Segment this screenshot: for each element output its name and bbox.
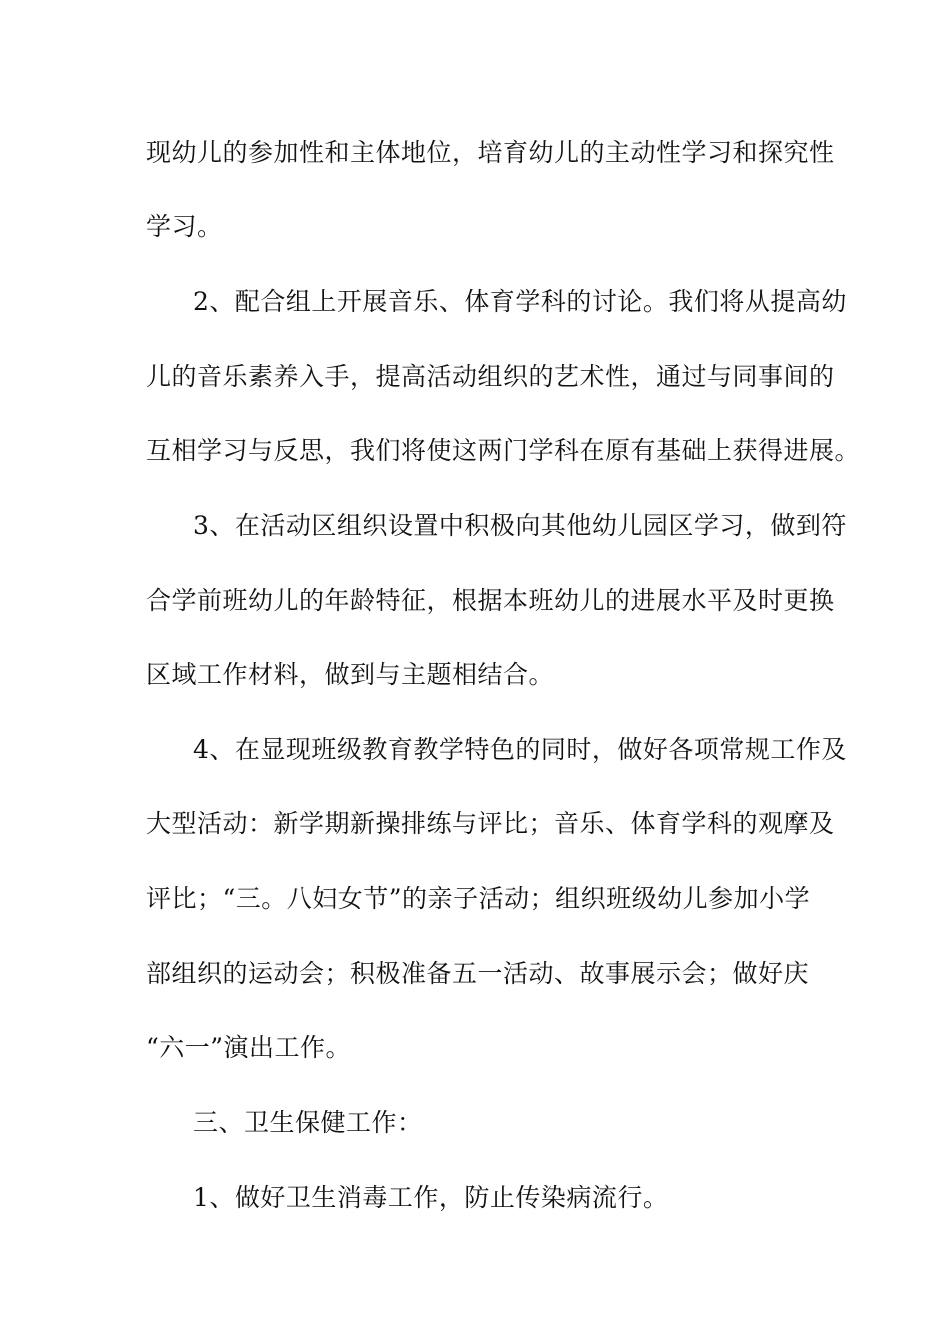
paragraph-start-line: 1、做好卫生消毒工作，防止传染病流行。 <box>193 1183 669 1212</box>
text-line: 大型活动：新学期新操排练与评比；音乐、体育学科的观摩及 <box>146 809 835 838</box>
section-heading: 三、卫生保健工作： <box>193 1108 423 1137</box>
text-line: 区域工作材料，做到与主题相结合。 <box>146 660 555 689</box>
text-line: 互相学习与反思，我们将使这两门学科在原有基础上获得进展。 <box>146 436 861 465</box>
paragraph-start-line: 4、在显现班级教育教学特色的同时，做好各项常规工作及 <box>193 735 847 764</box>
paragraph-start-line: 3、在活动区组织设置中积极向其他幼儿园区学习，做到符 <box>193 511 847 540</box>
text-line: 学习。 <box>146 212 223 241</box>
text-line: 现幼儿的参加性和主体地位，培育幼儿的主动性学习和探究性 <box>146 138 835 167</box>
text-line: 儿的音乐素养入手，提高活动组织的艺术性，通过与同事间的 <box>146 362 835 391</box>
paragraph-start-line: 2、配合组上开展音乐、体育学科的讨论。我们将从提高幼 <box>193 287 847 316</box>
text-line: 合学前班幼儿的年龄特征，根据本班幼儿的进展水平及时更换 <box>146 586 835 615</box>
text-line: 评比；“三。八妇女节”的亲子活动；组织班级幼儿参加小学 <box>146 884 811 913</box>
text-line: “六一”演出工作。 <box>146 1033 352 1062</box>
text-line: 部组织的运动会；积极准备五一活动、故事展示会；做好庆 <box>146 959 810 988</box>
